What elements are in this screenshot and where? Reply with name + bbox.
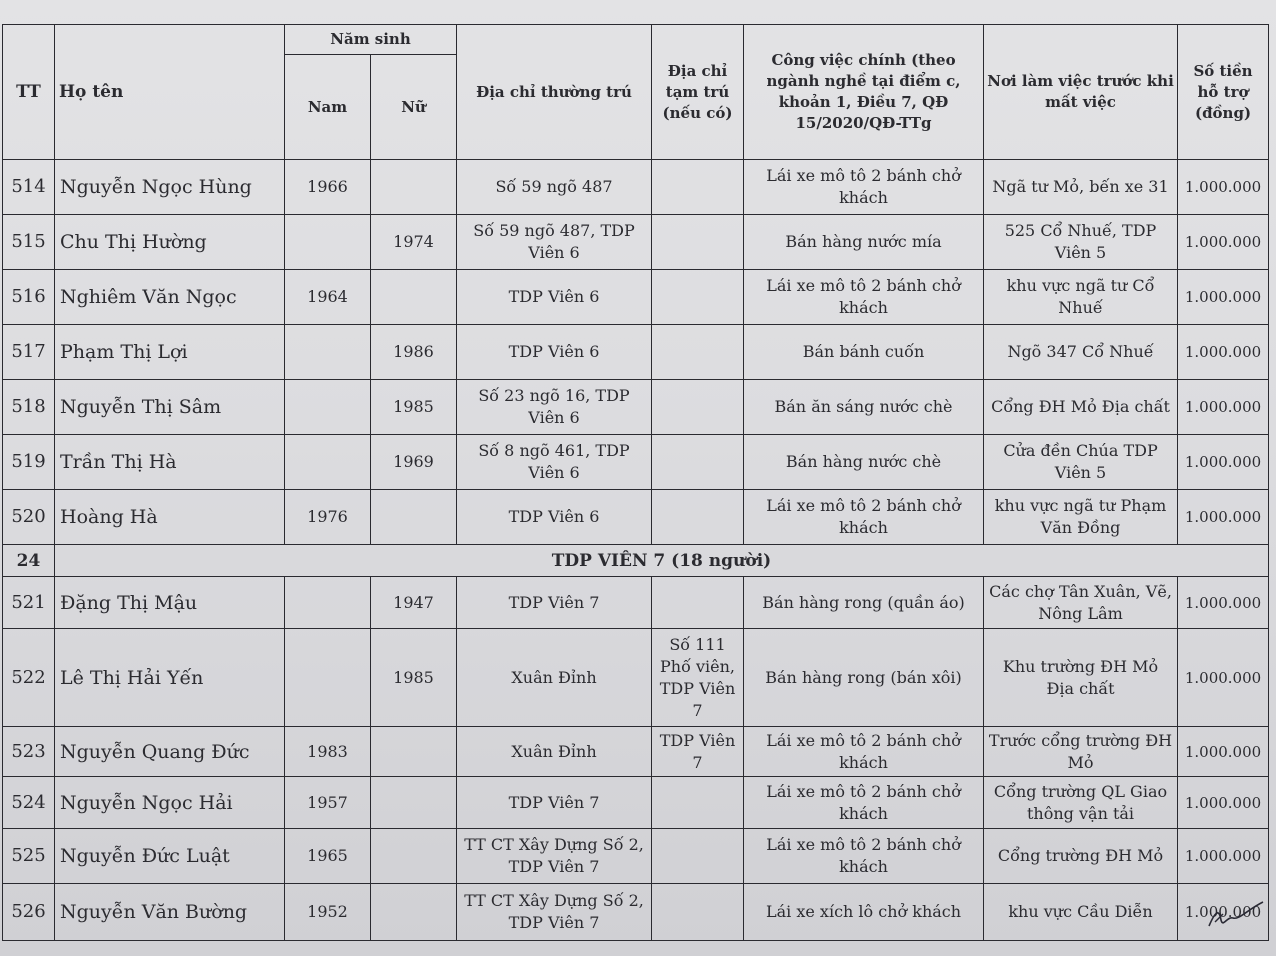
- row-temp-address: [652, 380, 744, 435]
- row-job: Lái xe mô tô 2 bánh chở khách: [744, 777, 984, 829]
- row-address: TDP Viên 6: [457, 270, 652, 325]
- header-tt: TT: [3, 25, 55, 160]
- row-female-year: [371, 829, 457, 884]
- header-main-job: Công việc chính (theo ngành nghề tại điểm c, khoản 1, Điều 7, QĐ 15/2020/QĐ-TTg: [744, 25, 984, 160]
- row-amount: 1.000.000: [1178, 884, 1269, 941]
- row-female-year: [371, 884, 457, 941]
- row-workplace: 525 Cổ Nhuế, TDP Viên 5: [984, 215, 1178, 270]
- table-row: [3, 160, 1269, 215]
- row-job: Bán hàng nước mía: [744, 215, 984, 270]
- row-male-year: 1965: [285, 829, 371, 884]
- row-name: Đặng Thị Mậu: [55, 577, 285, 629]
- row-temp-address: [652, 490, 744, 545]
- row-address: TDP Viên 7: [457, 777, 652, 829]
- row-tt: 525: [3, 829, 55, 884]
- row-job: Lái xe mô tô 2 bánh chở khách: [744, 270, 984, 325]
- row-temp-address: [652, 270, 744, 325]
- row-male-year: 1957: [285, 777, 371, 829]
- row-job: Lái xe mô tô 2 bánh chở khách: [744, 160, 984, 215]
- row-job: Lái xe mô tô 2 bánh chở khách: [744, 829, 984, 884]
- row-temp-address: [652, 160, 744, 215]
- row-name: Lê Thị Hải Yến: [55, 629, 285, 727]
- row-amount: 1.000.000: [1178, 577, 1269, 629]
- row-amount: 1.000.000: [1178, 160, 1269, 215]
- row-female-year: 1969: [371, 435, 457, 490]
- table-row: [3, 884, 1269, 941]
- row-workplace: Trước cổng trường ĐH Mỏ: [984, 727, 1178, 777]
- row-workplace: Ngõ 347 Cổ Nhuế: [984, 325, 1178, 380]
- row-female-year: 1986: [371, 325, 457, 380]
- row-temp-address: [652, 777, 744, 829]
- row-temp-address: [652, 325, 744, 380]
- row-workplace: Cửa đền Chúa TDP Viên 5: [984, 435, 1178, 490]
- row-temp-address: Số 111 Phố viên, TDP Viên 7: [652, 629, 744, 727]
- header-name: Họ tên: [55, 25, 285, 160]
- row-amount: 1.000.000: [1178, 325, 1269, 380]
- row-male-year: [285, 629, 371, 727]
- row-tt: 526: [3, 884, 55, 941]
- row-temp-address: [652, 577, 744, 629]
- table-row: [3, 777, 1269, 829]
- row-job: Bán bánh cuốn: [744, 325, 984, 380]
- header-permanent-address: Địa chỉ thường trú: [457, 25, 652, 160]
- row-amount: 1.000.000: [1178, 727, 1269, 777]
- row-female-year: 1985: [371, 380, 457, 435]
- header-support-amount: Số tiền hỗ trợ (đồng): [1178, 25, 1269, 160]
- row-temp-address: [652, 435, 744, 490]
- row-tt: 524: [3, 777, 55, 829]
- row-male-year: 1983: [285, 727, 371, 777]
- group-number: 24: [3, 545, 55, 577]
- row-address: Số 8 ngõ 461, TDP Viên 6: [457, 435, 652, 490]
- row-amount: 1.000.000: [1178, 270, 1269, 325]
- row-job: Lái xe xích lô chở khách: [744, 884, 984, 941]
- header-temporary-address: Địa chỉ tạm trú (nếu có): [652, 25, 744, 160]
- row-amount: 1.000.000: [1178, 380, 1269, 435]
- row-male-year: [285, 325, 371, 380]
- row-female-year: 1947: [371, 577, 457, 629]
- row-amount: 1.000.000: [1178, 629, 1269, 727]
- table-row: [3, 577, 1269, 629]
- row-male-year: [285, 215, 371, 270]
- row-male-year: 1952: [285, 884, 371, 941]
- support-list-table: [2, 24, 1269, 941]
- row-workplace: Khu trường ĐH Mỏ Địa chất: [984, 629, 1178, 727]
- row-address: Số 59 ngõ 487, TDP Viên 6: [457, 215, 652, 270]
- row-tt: 523: [3, 727, 55, 777]
- group-title: TDP VIÊN 7 (18 người): [55, 545, 1269, 577]
- row-male-year: [285, 577, 371, 629]
- table-row: [3, 829, 1269, 884]
- row-workplace: Cổng trường QL Giao thông vận tải: [984, 777, 1178, 829]
- row-address: TT CT Xây Dựng Số 2, TDP Viên 7: [457, 884, 652, 941]
- row-tt: 522: [3, 629, 55, 727]
- row-address: Số 59 ngõ 487: [457, 160, 652, 215]
- row-amount: 1.000.000: [1178, 435, 1269, 490]
- row-tt: 516: [3, 270, 55, 325]
- table-row: [3, 629, 1269, 727]
- row-tt: 520: [3, 490, 55, 545]
- row-amount: 1.000.000: [1178, 777, 1269, 829]
- row-tt: 519: [3, 435, 55, 490]
- row-workplace: Cổng ĐH Mỏ Địa chất: [984, 380, 1178, 435]
- row-workplace: Cổng trường ĐH Mỏ: [984, 829, 1178, 884]
- row-female-year: [371, 270, 457, 325]
- row-job: Bán hàng rong (bán xôi): [744, 629, 984, 727]
- row-name: Nguyễn Đức Luật: [55, 829, 285, 884]
- table-row: [3, 727, 1269, 777]
- row-job: Lái xe mô tô 2 bánh chở khách: [744, 490, 984, 545]
- table-row: [3, 215, 1269, 270]
- row-name: Phạm Thị Lợi: [55, 325, 285, 380]
- row-female-year: [371, 490, 457, 545]
- row-male-year: 1976: [285, 490, 371, 545]
- row-tt: 515: [3, 215, 55, 270]
- row-address: TT CT Xây Dựng Số 2, TDP Viên 7: [457, 829, 652, 884]
- row-male-year: 1966: [285, 160, 371, 215]
- row-workplace: khu vực ngã tư Cổ Nhuế: [984, 270, 1178, 325]
- row-temp-address: [652, 884, 744, 941]
- row-female-year: [371, 777, 457, 829]
- row-name: Nguyễn Văn Bường: [55, 884, 285, 941]
- header-birth-year: Năm sinh: [285, 25, 457, 55]
- handwritten-signature: [1205, 898, 1265, 932]
- header-workplace: Nơi làm việc trước khi mất việc: [984, 25, 1178, 160]
- row-workplace: khu vực Cầu Diễn: [984, 884, 1178, 941]
- table-row: [3, 325, 1269, 380]
- row-amount: 1.000.000: [1178, 490, 1269, 545]
- row-name: Nguyễn Ngọc Hùng: [55, 160, 285, 215]
- row-address: Số 23 ngõ 16, TDP Viên 6: [457, 380, 652, 435]
- header-male: Nam: [285, 55, 371, 160]
- row-female-year: [371, 160, 457, 215]
- table-row: [3, 270, 1269, 325]
- row-workplace: khu vực ngã tư Phạm Văn Đồng: [984, 490, 1178, 545]
- row-address: TDP Viên 7: [457, 577, 652, 629]
- row-workplace: Ngã tư Mỏ, bến xe 31: [984, 160, 1178, 215]
- row-female-year: [371, 727, 457, 777]
- row-tt: 518: [3, 380, 55, 435]
- row-job: Bán hàng rong (quần áo): [744, 577, 984, 629]
- row-address: Xuân Đỉnh: [457, 727, 652, 777]
- row-workplace: Các chợ Tân Xuân, Vẽ, Nông Lâm: [984, 577, 1178, 629]
- row-male-year: 1964: [285, 270, 371, 325]
- row-female-year: 1974: [371, 215, 457, 270]
- row-job: Bán hàng nước chè: [744, 435, 984, 490]
- row-male-year: [285, 435, 371, 490]
- group-header-row: [3, 545, 1269, 577]
- row-temp-address: [652, 215, 744, 270]
- row-name: Nguyễn Quang Đức: [55, 727, 285, 777]
- table-row: [3, 490, 1269, 545]
- row-name: Nguyễn Ngọc Hải: [55, 777, 285, 829]
- row-name: Chu Thị Hường: [55, 215, 285, 270]
- row-tt: 514: [3, 160, 55, 215]
- row-name: Nghiêm Văn Ngọc: [55, 270, 285, 325]
- row-amount: 1.000.000: [1178, 829, 1269, 884]
- row-name: Trần Thị Hà: [55, 435, 285, 490]
- row-male-year: [285, 380, 371, 435]
- row-tt: 517: [3, 325, 55, 380]
- row-amount: 1.000.000: [1178, 215, 1269, 270]
- row-job: Lái xe mô tô 2 bánh chở khách: [744, 727, 984, 777]
- row-job: Bán ăn sáng nước chè: [744, 380, 984, 435]
- table-row: [3, 380, 1269, 435]
- row-tt: 521: [3, 577, 55, 629]
- row-temp-address: TDP Viên 7: [652, 727, 744, 777]
- table-row: [3, 435, 1269, 490]
- header-female: Nữ: [371, 55, 457, 160]
- row-address: Xuân Đỉnh: [457, 629, 652, 727]
- row-name: Nguyễn Thị Sâm: [55, 380, 285, 435]
- row-temp-address: [652, 829, 744, 884]
- row-female-year: 1985: [371, 629, 457, 727]
- row-address: TDP Viên 6: [457, 325, 652, 380]
- row-address: TDP Viên 6: [457, 490, 652, 545]
- row-name: Hoàng Hà: [55, 490, 285, 545]
